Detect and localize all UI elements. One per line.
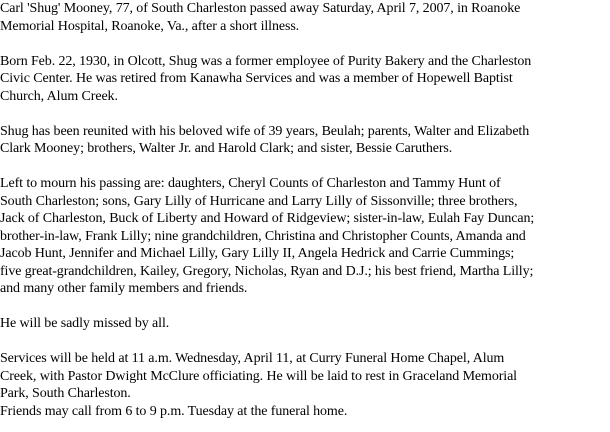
paragraph-services — [0, 350, 606, 420]
paragraph-preceded-in-death — [0, 123, 606, 158]
text-line: Jack of Charleston, Buck of Liberty and Howard of Ridgeview; sister-in-law, Eulah Fay Duncan; — [0, 211, 535, 226]
text-line: South Charleston; sons, Gary Lilly of Hurricane and Larry Lilly of Sissonville; three brothers, — [0, 193, 518, 209]
text-line: Carl 'Shug' Mooney, 77, of South Charleston passed away Saturday, April 7, 2007, in Roanoke — [0, 1, 521, 16]
text-line: Services will be held at 11 a.m. Wednesday, April 11, at Curry Funeral Home Chapel, Alum — [0, 351, 505, 366]
text-line: Clark Mooney; brothers, Walter Jr. and Harold Clark; and sister, Bessie Caruthers. — [0, 141, 453, 156]
text-line: Born Feb. 22, 1930, in Olcott, Shug was a former employee of Purity Bakery and the Charleston — [0, 53, 532, 69]
text-line: Civic Center. He was retired from Kanawha Services and was a member of Hopewell Baptist — [0, 71, 513, 86]
paragraph-biography — [0, 53, 606, 106]
text-line: and many other family members and friends. — [0, 281, 248, 296]
text-line: Park, South Charleston. — [0, 386, 131, 401]
paragraph-missed — [0, 315, 606, 333]
text-line: Church, Alum Creek. — [0, 88, 118, 104]
paragraph-death-notice — [0, 0, 606, 35]
text-line: Creek, with Pastor Dwight McClure officiating. He will be laid to rest in Graceland Memorial — [0, 368, 517, 384]
text-line: brother-in-law, Frank Lilly; nine grandchildren, Christina and Christopher Counts, Amanda and — [0, 228, 526, 244]
text-line: Left to mourn his passing are: daughters, Cheryl Counts of Charleston and Tammy Hunt of — [0, 176, 501, 191]
text-line: Jacob Hunt, Jennifer and Michael Lilly, Gary Lilly II, Angela Hedrick and Carrie Cummings; — [0, 246, 515, 261]
text-line: five great-grandchildren, Kailey, Gregory, Nicholas, Ryan and D.J.; his best friend, Martha Lilly; — [0, 263, 534, 279]
text-line: Shug has been reunited with his beloved wife of 39 years, Beulah; parents, Walter and Elizabeth — [0, 123, 530, 139]
paragraph-survivors — [0, 175, 606, 298]
text-line: Memorial Hospital, Roanoke, Va., after a short illness. — [0, 18, 300, 34]
text-line: He will be sadly missed by all. — [0, 316, 170, 331]
text-line: Friends may call from 6 to 9 p.m. Tuesday at the funeral home. — [0, 403, 348, 419]
